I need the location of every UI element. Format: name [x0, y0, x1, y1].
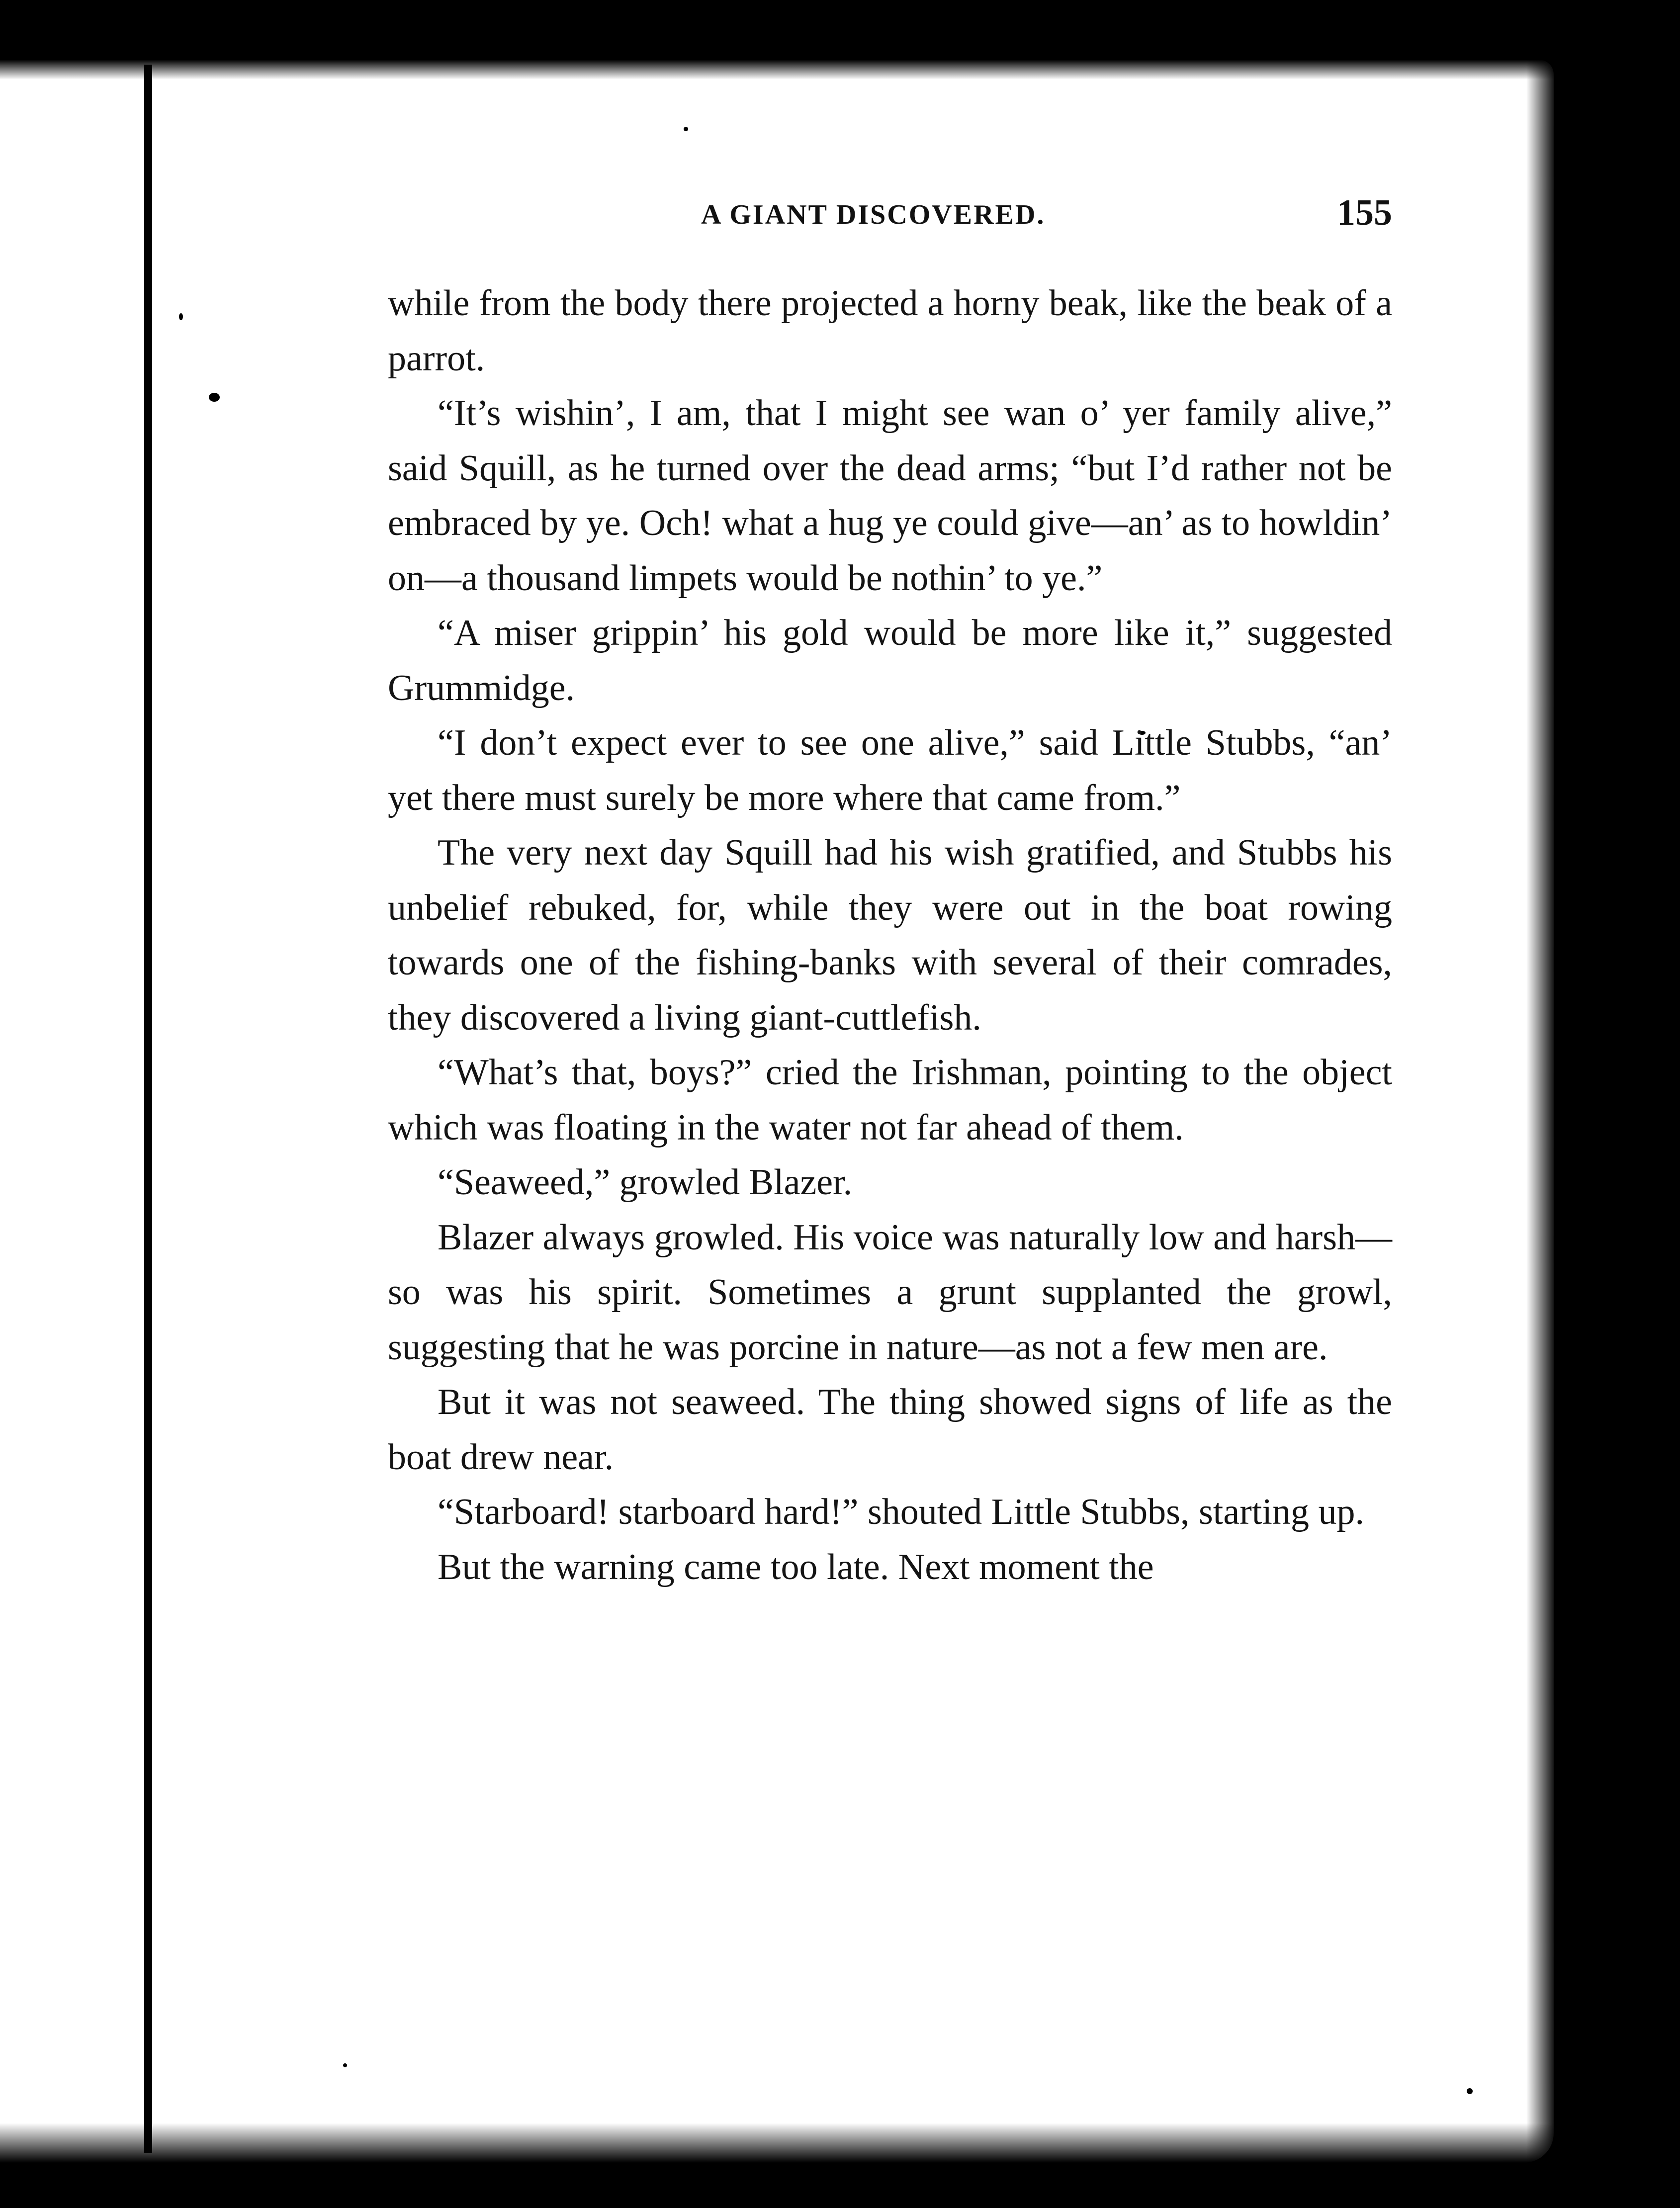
running-title: A GIANT DISCOVERED. — [701, 199, 1046, 230]
paragraph-8: Blazer always growled. His voice was naturally low and harsh—so was his spirit. Sometimes a grunt supplanted the growl, suggesting that he was porcine in nature—as not a few men are. — [388, 1217, 1392, 1368]
paragraph-4: “I don’t expect ever to see one alive,” said Little Stubbs, “an’ yet there must surely be more where that came from.” — [388, 722, 1392, 818]
ink-speck — [1467, 2088, 1473, 2094]
ink-speck — [179, 313, 183, 320]
ink-speck — [209, 393, 220, 402]
top-edge-shadow — [0, 60, 1554, 80]
paragraph-5: The very next day Squill had his wish gratified, and Stubbs his unbelief rebuked, for, while they were out in the boat rowing towards one of the fishing-banks with several of their comrades, they discovered a living giant-cuttlefish. — [388, 832, 1392, 1038]
right-edge-shadow — [1526, 60, 1556, 2163]
paragraph-3: “A miser grippin’ his gold would be more like it,” suggested Grummidge. — [388, 613, 1392, 708]
ink-speck — [343, 2063, 347, 2067]
paragraph-2: “It’s wishin’, I am, that I might see wan o’ yer family alive,” said Squill, as he turned over the dead arms; “but I’d rather not be embraced by ye. Och! what a hug ye could give—an’ as to howldin’ on—a thousand limpets would be nothin’ to ye.” — [388, 393, 1392, 599]
running-header — [388, 192, 1392, 244]
body-text — [388, 276, 1392, 1594]
binding-spine-line — [144, 65, 152, 2153]
paragraph-11: But the warning came too late. Next moment the — [438, 1546, 1154, 1588]
paragraph-1: while from the body there projected a horny beak, like the beak of a parrot. — [388, 283, 1392, 379]
paragraph-9: But it was not seaweed. The thing showed signs of life as the boat drew near. — [388, 1382, 1392, 1478]
ink-speck — [684, 127, 688, 131]
paragraph-7: “Seaweed,” growled Blazer. — [438, 1162, 853, 1203]
paragraph-10: “Starboard! starboard hard!” shouted Little Stubbs, starting up. — [438, 1492, 1364, 1532]
page-number: 155 — [1337, 192, 1392, 233]
bottom-edge-shadow — [0, 2123, 1554, 2163]
paragraph-6: “What’s that, boys?” cried the Irishman, pointing to the object which was floating in the water not far ahead of them. — [388, 1052, 1392, 1148]
